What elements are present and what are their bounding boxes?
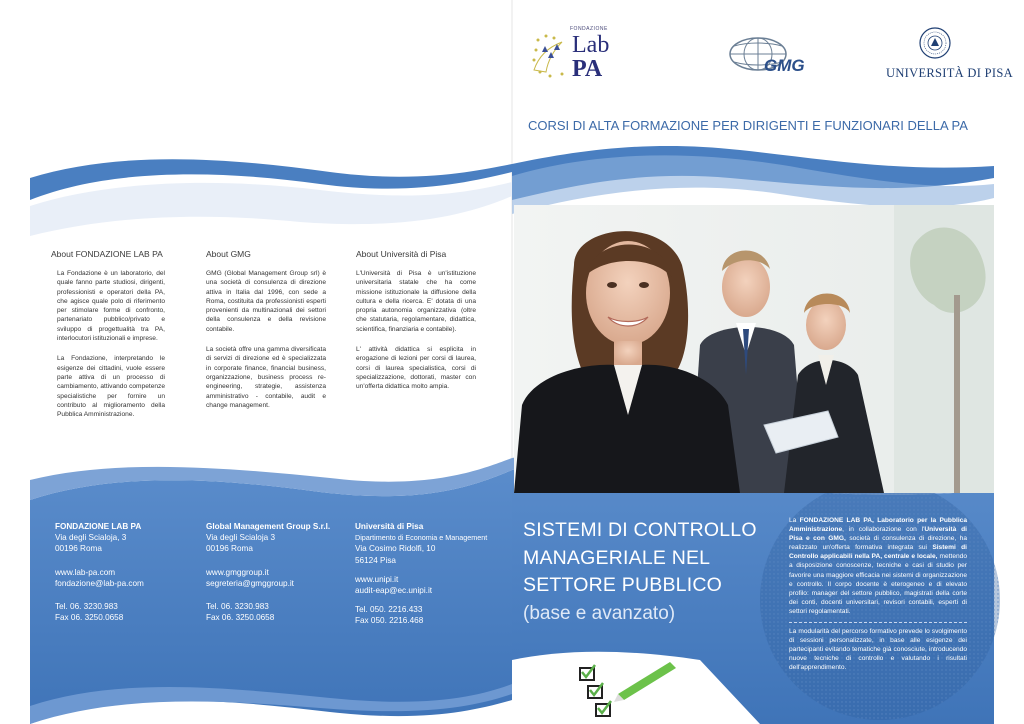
about-unipi-paragraph-1: L'Università di Pisa è un'istituzione universitaria statale che ha come missione istituzionale la diffusione della cultura e della ricerca. E' dotata di una propria autonomia organizzativa (oltre che statutaria, regolamentare, didattica, scientifica, finanziaria e contabile). xyxy=(356,270,476,333)
page-headline: CORSI DI ALTA FORMAZIONE PER DIRIGENTI E FUNZIONARI DELLA PA xyxy=(528,118,968,133)
contact-gmg-address-1: Via degli Scialoja 3 xyxy=(206,533,276,543)
about-lab-pa-paragraph-1: La Fondazione è un laboratorio, del quale fanno parte studiosi, dirigenti, professionisti e operatori della PA, che agisce quale polo di riferimento per stimolare forme di confronto, partenariato pubblico/privato e sviluppo di progettualità tra PA, interlocutori istituzionali e imprese. xyxy=(57,270,165,343)
unipi-logo-text: UNIVERSITÀ DI PISA xyxy=(886,66,1013,80)
contact-unipi-fax: Fax 050. 2216.468 xyxy=(355,616,424,626)
course-title-line-3: SETTORE PUBBLICO xyxy=(523,574,722,596)
contact-unipi-email-link[interactable]: audit-eap@ec.unipi.it xyxy=(355,586,433,596)
contact-lab-pa xyxy=(55,521,144,623)
contact-gmg-org: Global Management Group S.r.l. xyxy=(206,522,331,531)
about-gmg xyxy=(206,249,326,421)
labpa-pa-text: PA xyxy=(572,56,603,82)
about-unipi-paragraph-2: L' attività didattica si esplicita in erogazione di lezioni per corsi di laurea, corsi di laurea specialistica, corsi di specializzazione, dottorati, master con un'offerta didattica molto ampia. xyxy=(356,346,476,391)
business-people-photo xyxy=(514,205,994,493)
about-universita-di-pisa xyxy=(356,249,476,403)
contact-lab-pa-address-2: 00196 Roma xyxy=(55,544,102,554)
contact-gmg-email-link[interactable]: segreteria@gmggroup.it xyxy=(206,578,294,588)
contact-unipi-address-3: 56124 Pisa xyxy=(355,555,396,565)
universita-di-pisa-logo xyxy=(886,24,1013,84)
course-title xyxy=(523,517,757,627)
labpa-lab-text: Lab xyxy=(572,32,610,58)
contact-lab-pa-address-1: Via degli Scialoja, 3 xyxy=(55,533,127,543)
about-gmg-paragraph-2: La società offre una gamma diversificata di servizi di direzione ed è specializzata in corporate finance, financial business, organizzazione, business process re-engineering, strategie, assistenza amministrativo - contabile, audit e change management. xyxy=(206,346,326,409)
contact-gmg xyxy=(206,521,330,623)
description-paragraph-1: La FONDAZIONE LAB PA, Laboratorio per la Pubblica Amministrazione, in collaborazione con l'Università di Pisa e con GMG, società di consulenza di direzione, ha realizzato un'offerta formativa integrata sui Sistemi di Controllo applicabili nella PA, centrale e locale, mettendo a disposizione conoscenze, tecniche e casi di studio per favorire una maggiore efficacia nei sistemi di organizzazione e controllo. Il corpo docente è eterogeneo e di elevato profilo: manager del settore pubblico, magistrati della corte dei conti, docenti universitari, revisori contabili, esperti di settori regolamentati. xyxy=(789,517,968,615)
contact-unipi-website-link[interactable]: www.unipi.it xyxy=(355,574,399,584)
checklist-pen-icon xyxy=(574,654,684,724)
description-divider xyxy=(789,622,967,623)
fondazione-lab-pa-logo xyxy=(528,24,618,86)
university-seal-icon xyxy=(918,26,952,60)
contact-lab-pa-email-link[interactable]: fondazione@lab-pa.com xyxy=(55,578,144,588)
course-description xyxy=(789,516,967,673)
contact-gmg-website-link[interactable]: www.gmggroup.it xyxy=(206,567,269,577)
labpa-fondazione-label: FONDAZIONE xyxy=(570,26,608,32)
about-gmg-paragraph-1: GMG (Global Management Group srl) è una società di consulenza di direzione attiva in Italia dal 1996, con sede a Roma, costituita da professionisti esperti provenienti da multinazionali dei settori della consulenza e della revisione contabile. xyxy=(206,270,326,333)
contact-gmg-fax: Fax 06. 3250.0658 xyxy=(206,613,275,623)
contact-unipi-address-1: Dipartimento di Economia e Management xyxy=(355,533,488,543)
about-gmg-title: About GMG xyxy=(206,249,251,259)
gmg-text: GMG xyxy=(764,56,805,75)
contact-unipi-address-2: Via Cosimo Ridolfi, 10 xyxy=(355,544,436,554)
course-title-line-2: MANAGERIALE NEL xyxy=(523,546,711,569)
photo-illustration xyxy=(514,205,994,493)
stars-logo-icon xyxy=(528,28,576,80)
contact-unipi-tel: Tel. 050. 2216.433 xyxy=(355,605,423,615)
contact-gmg-tel: Tel. 06. 3230.983 xyxy=(206,602,269,612)
contact-lab-pa-website-link[interactable]: www.lab-pa.com xyxy=(55,567,116,577)
contact-gmg-address-2: 00196 Roma xyxy=(206,544,253,554)
contact-lab-pa-tel: Tel. 06. 3230.983 xyxy=(55,602,118,612)
about-lab-pa-paragraph-2: La Fondazione, interpretando le esigenze dei cittadini, vuole essere parte attiva di un processo di cambiamento, attivando competenze specialistiche per fornire un contributo al miglioramento della Pubblica Amministrazione. xyxy=(57,355,165,419)
contact-lab-pa-org: FONDAZIONE LAB PA xyxy=(55,522,142,531)
about-lab-pa-title: About FONDAZIONE LAB PA xyxy=(51,249,163,259)
description-paragraph-2: La modularità del percorso formativo prevede lo svolgimento di sessioni personalizzate, in base alle esigenze dei partecipanti evitando tematiche già conosciute, introducendo nuove tecniche di controllo e valutando i risultati dell'apprendimento. xyxy=(789,628,967,672)
course-title-line-1: SISTEMI DI CONTROLLO xyxy=(523,519,757,541)
contact-unipi xyxy=(355,521,487,627)
contact-lab-pa-fax: Fax 06. 3250.0658 xyxy=(55,613,124,623)
about-unipi-title: About Università di Pisa xyxy=(356,249,447,259)
gmg-logo xyxy=(724,32,814,80)
course-subtitle: (base e avanzato) xyxy=(523,602,676,624)
about-fondazione-lab-pa xyxy=(51,249,169,430)
contact-unipi-org: Università di Pisa xyxy=(355,522,424,531)
